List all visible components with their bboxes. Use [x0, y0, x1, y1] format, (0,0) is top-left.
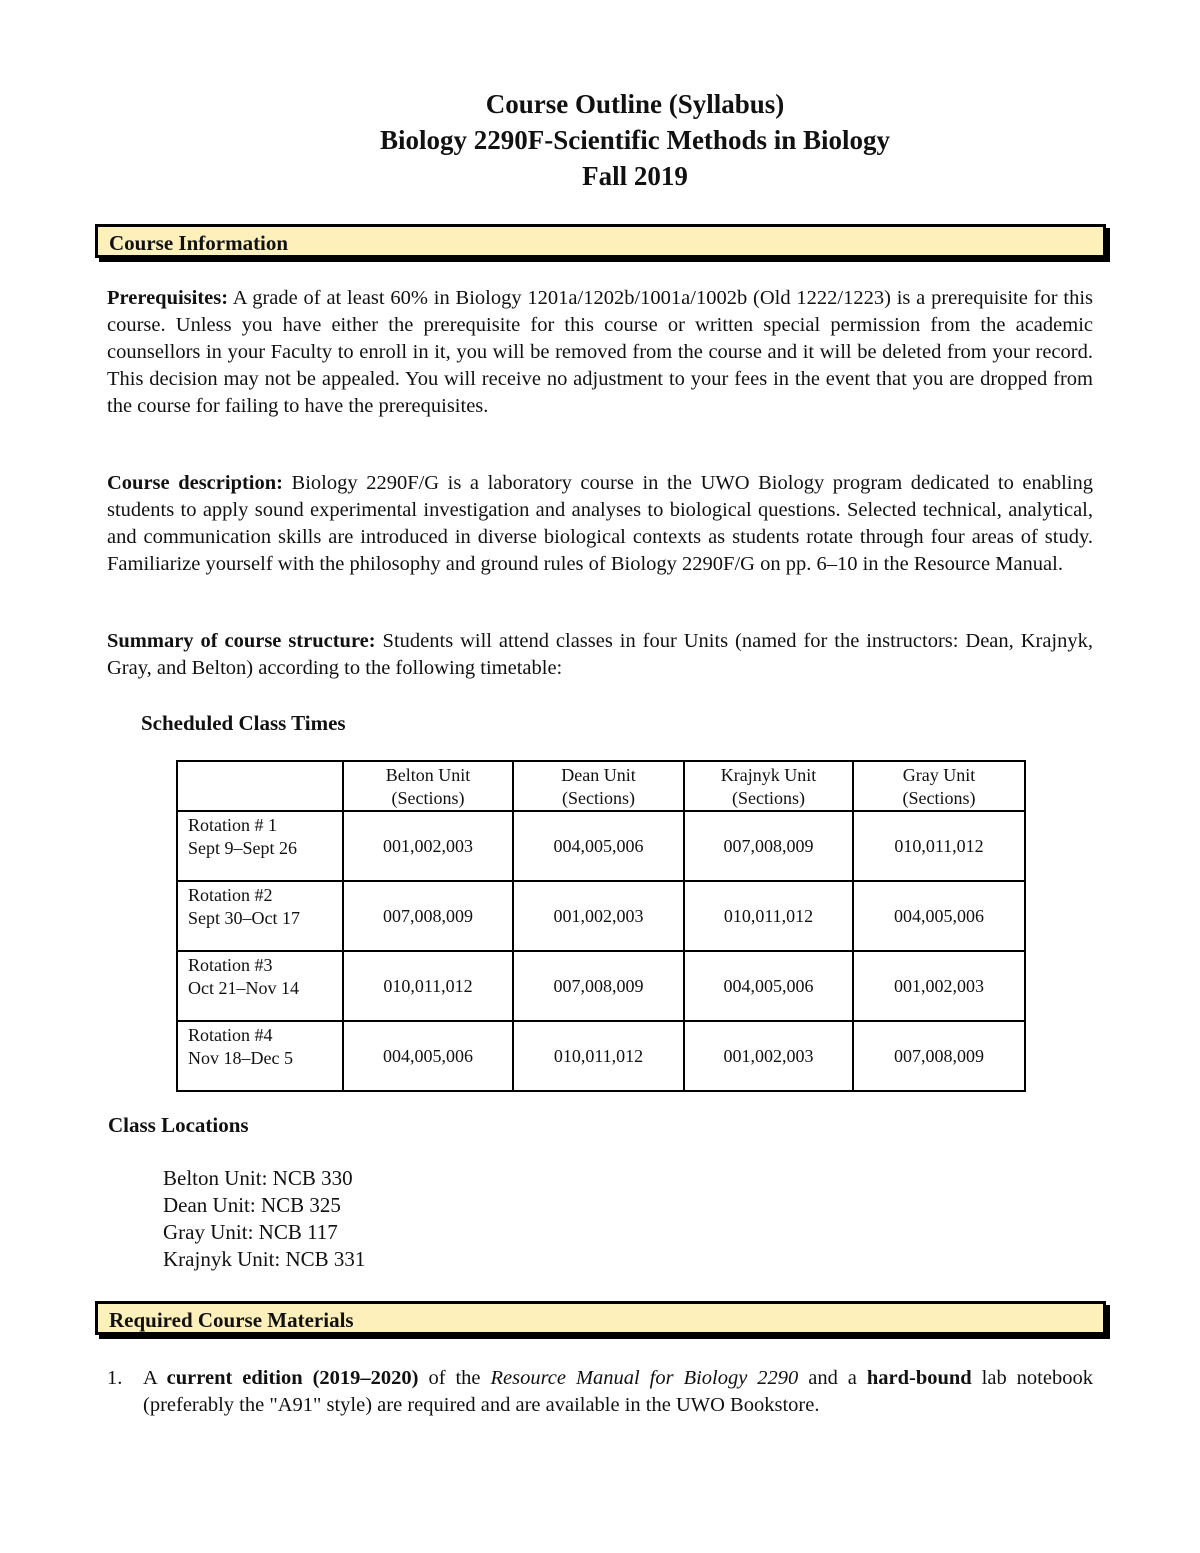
column-header: Krajnyk Unit (Sections) — [684, 761, 853, 811]
course-description-paragraph — [107, 470, 1093, 578]
materials-item-text: A current edition (2019–2020) of the Resource Manual for Biology 2290 and a hard-bound lab notebook (preferably the "A91" style) are required and are available in the UWO Bookstore. — [143, 1367, 1093, 1416]
table-cell: 001,002,003 — [684, 1021, 853, 1091]
rotation-label: Rotation #3 Oct 21–Nov 14 — [177, 951, 343, 1021]
table-cell: 004,005,006 — [513, 811, 684, 881]
title-line-1: Course Outline (Syllabus) — [485, 89, 785, 119]
column-header: Dean Unit (Sections) — [513, 761, 684, 811]
schedule-heading: Scheduled Class Times — [141, 711, 346, 735]
prerequisites-paragraph — [107, 285, 1093, 420]
course-description-text: Biology 2290F/G is a laboratory course in the UWO Biology program dedicated to enabling students to apply sound experimental investigation and analyses to biological questions. Selected technical, analytical, and communication skills are introduced in diverse biological contexts as students rotate through four areas of study. Familiarize yourself with the philosophy and ground rules of Biology 2290F/G on pp. 6–10 in the Resource Manual. — [107, 472, 1094, 575]
class-locations-heading: Class Locations — [108, 1113, 249, 1137]
section-header-course-information — [95, 224, 1106, 258]
prerequisites-label: Prerequisites: — [107, 287, 229, 309]
list-number: 1. — [107, 1367, 123, 1389]
table-cell: 004,005,006 — [853, 881, 1025, 951]
table-cell: 010,011,012 — [343, 951, 513, 1021]
document-title — [0, 86, 1200, 194]
column-header: Gray Unit (Sections) — [853, 761, 1025, 811]
list-item: Gray Unit: NCB 117 — [163, 1220, 338, 1244]
table-cell: 007,008,009 — [853, 1021, 1025, 1091]
title-line-3: Fall 2019 — [582, 161, 688, 191]
course-structure-label: Summary of course structure: — [107, 630, 376, 652]
table-cell: 004,005,006 — [684, 951, 853, 1021]
rotation-label: Rotation #2 Sept 30–Oct 17 — [177, 881, 343, 951]
table-row — [177, 951, 1025, 1021]
list-item: Krajnyk Unit: NCB 331 — [163, 1247, 366, 1271]
table-cell: 007,008,009 — [684, 811, 853, 881]
table-cell: 010,011,012 — [513, 1021, 684, 1091]
table-cell: 001,002,003 — [343, 811, 513, 881]
course-structure-paragraph — [107, 628, 1093, 682]
section-label: Required Course Materials — [109, 1308, 354, 1332]
list-item: Dean Unit: NCB 325 — [163, 1193, 341, 1217]
table-cell: 001,002,003 — [513, 881, 684, 951]
section-header-required-materials — [95, 1301, 1106, 1335]
column-header: Belton Unit (Sections) — [343, 761, 513, 811]
rotation-label: Rotation # 1 Sept 9–Sept 26 — [177, 811, 343, 881]
table-cell: 007,008,009 — [513, 951, 684, 1021]
table-cell: 001,002,003 — [853, 951, 1025, 1021]
list-item: Belton Unit: NCB 330 — [163, 1166, 353, 1190]
table-row — [177, 881, 1025, 951]
table-cell: 010,011,012 — [853, 811, 1025, 881]
section-label: Course Information — [109, 231, 289, 255]
materials-list-item-1 — [107, 1365, 1093, 1419]
course-structure-text: Students will attend classes in four Units (named for the instructors: Dean, Krajnyk, Gray, and Belton) according to the following timetable: — [107, 630, 1094, 679]
course-description-label: Course description: — [107, 472, 283, 494]
class-locations-list — [163, 1165, 365, 1273]
prerequisites-text: A grade of at least 60% in Biology 1201a/1202b/1001a/1002b (Old 1222/1223) is a prerequisite for this course. Unless you have either the prerequisite for this course or written special permission from the academic counsellors in your Faculty to enroll in it, you will be removed from the course and it will be deleted from your record. This decision may not be appealed. You will receive no adjustment to your fees in the event that you are dropped from the course for failing to have the prerequisites. — [107, 287, 1093, 417]
schedule-header-row — [177, 761, 1025, 811]
title-line-2: Biology 2290F-Scientific Methods in Biology — [380, 125, 890, 155]
schedule-corner-cell — [177, 761, 343, 811]
table-cell: 010,011,012 — [684, 881, 853, 951]
table-row — [177, 1021, 1025, 1091]
table-cell: 004,005,006 — [343, 1021, 513, 1091]
schedule-table — [176, 760, 1026, 1092]
table-cell: 007,008,009 — [343, 881, 513, 951]
table-row — [177, 811, 1025, 881]
rotation-label: Rotation #4 Nov 18–Dec 5 — [177, 1021, 343, 1091]
